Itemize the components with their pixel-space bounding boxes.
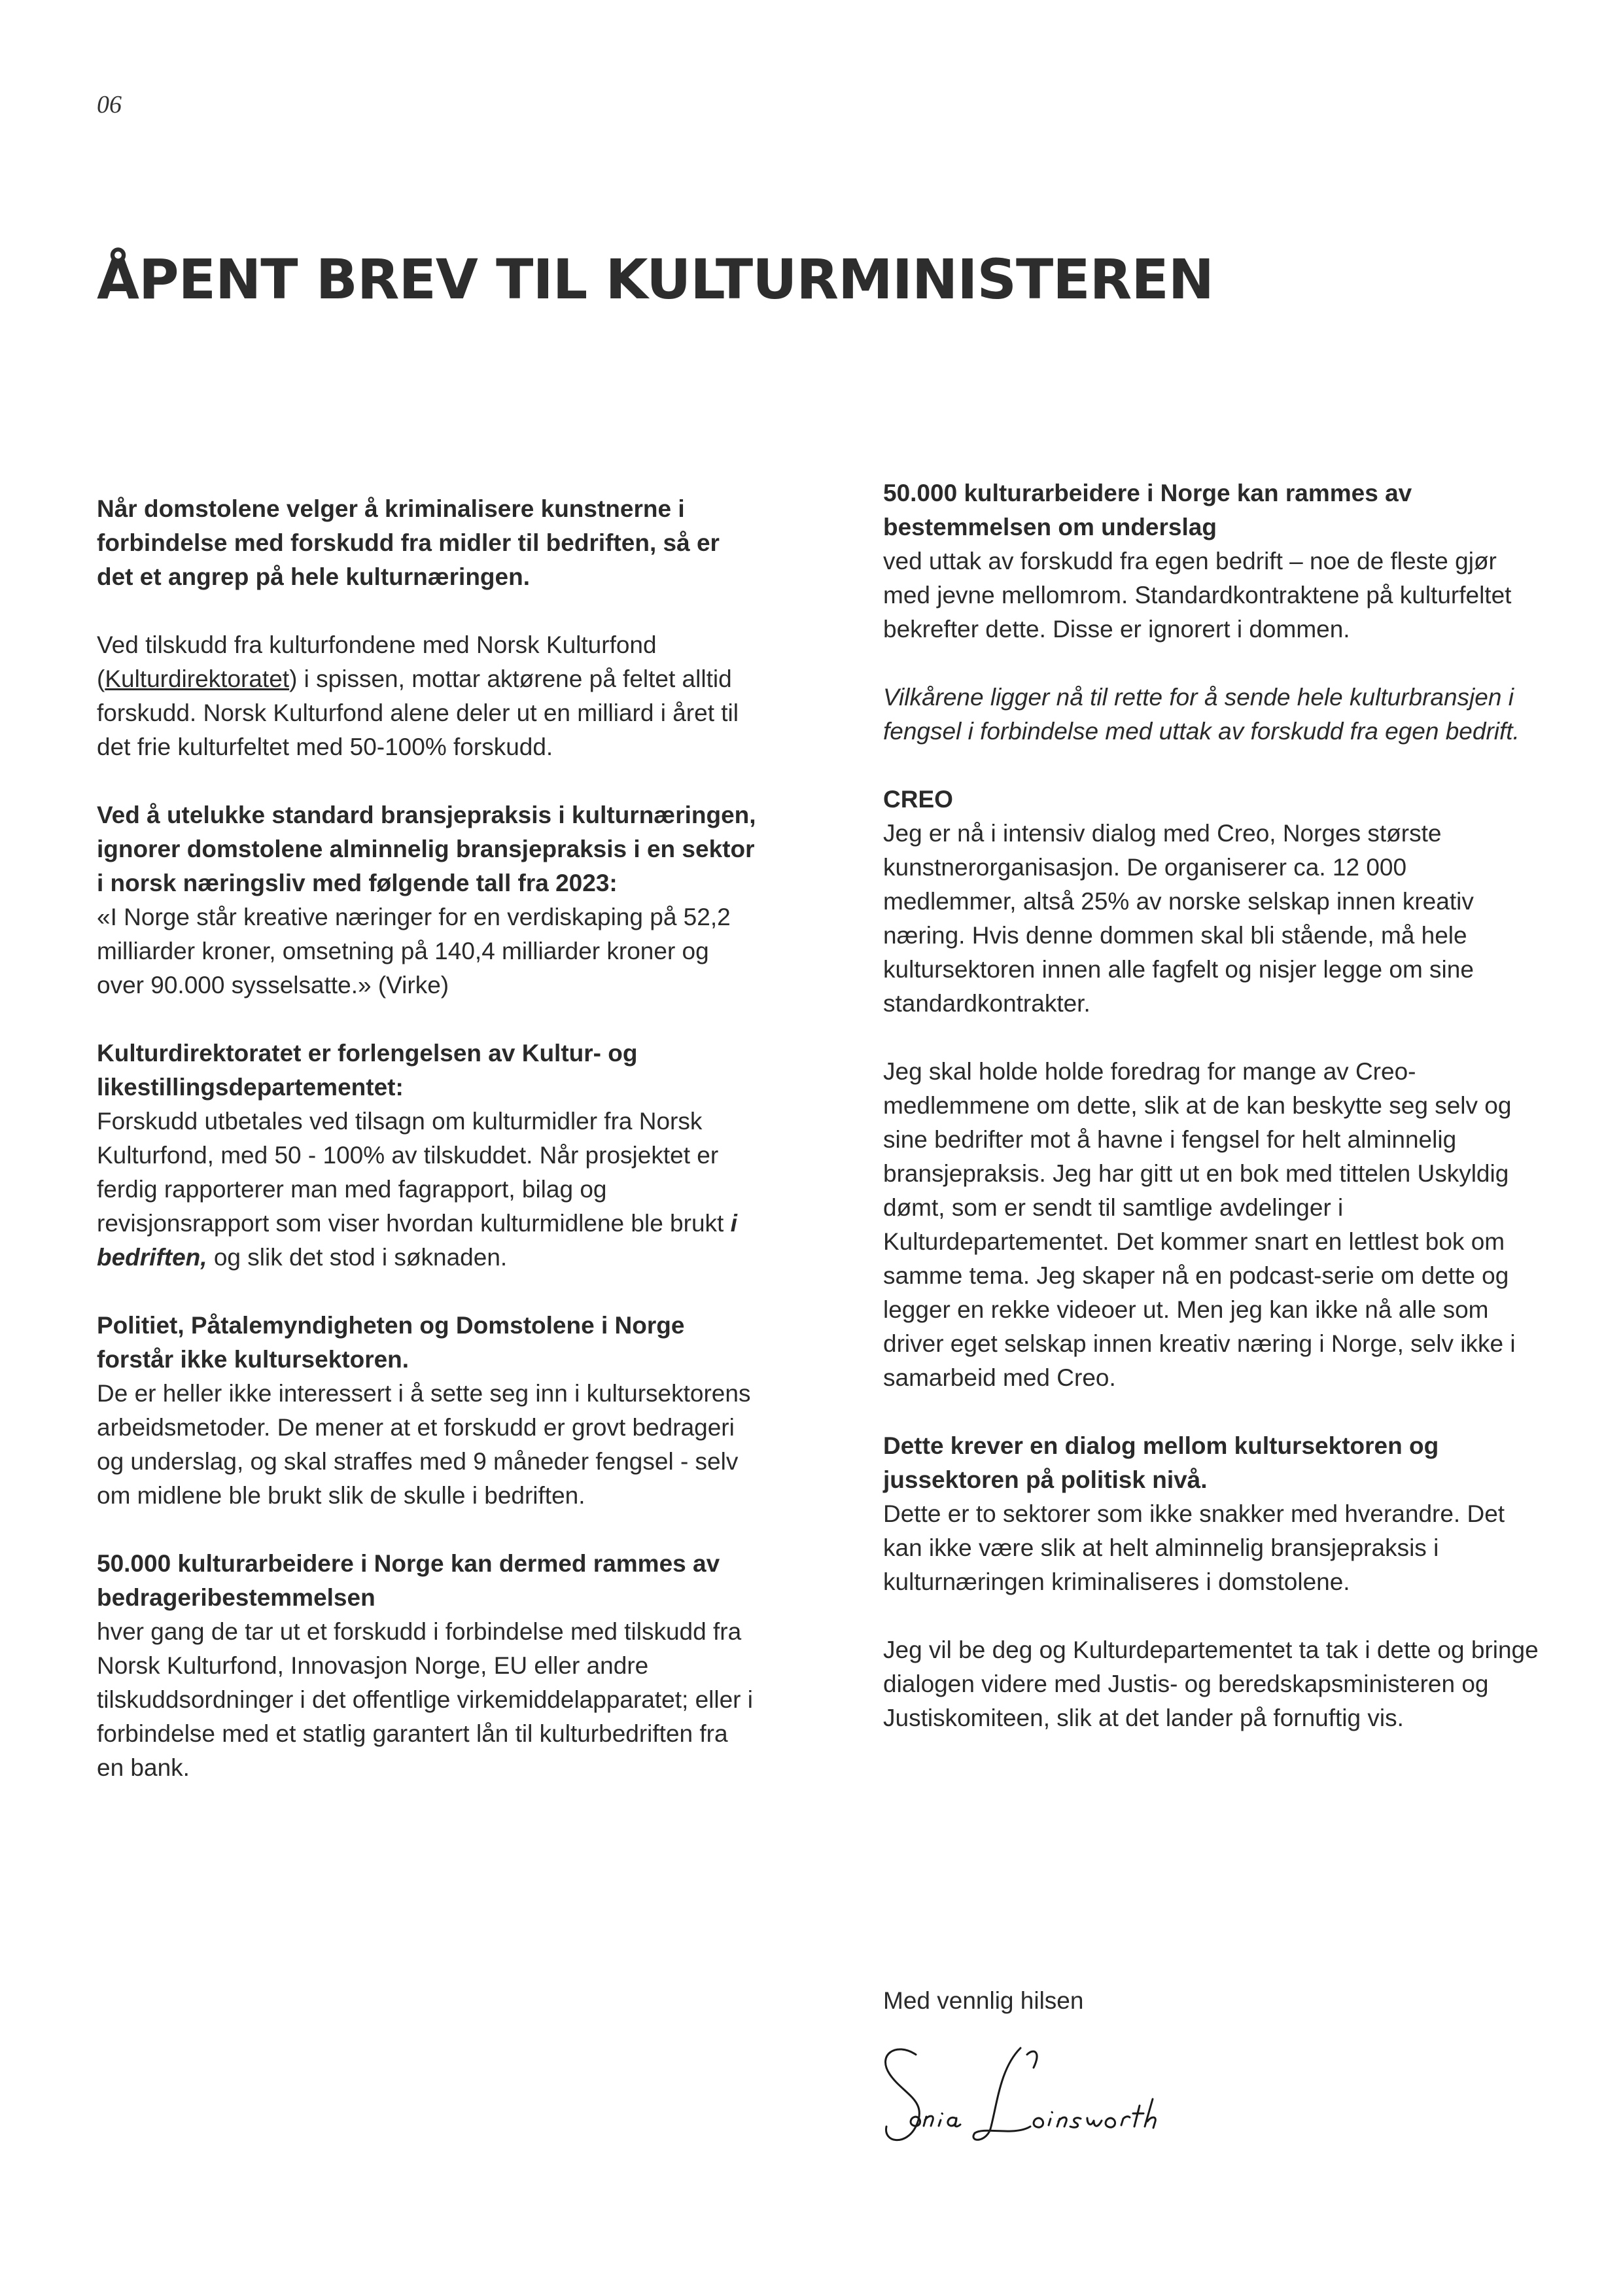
page-number: 06 [97,91,122,118]
right-column [883,476,1544,1769]
section-heading: Politiet, Påtalemyndigheten og Domstolene i Norge forstår ikke kultursektoren. [97,1312,685,1373]
section-body: Dette er to sektorer som ikke snakker med hverandre. Det kan ikke være slik at helt alminnelig bransjepraksis i kulturnæringen kriminaliseres i domstolene. [883,1500,1505,1595]
section-politiet [97,1309,758,1513]
section-creo [883,783,1544,1021]
kulturdirektoratet-link[interactable]: Kulturdirektoratet [105,665,290,692]
section-body: hver gang de tar ut et forskudd i forbindelse med tilskudd fra Norsk Kulturfond, Innovasjon Norge, EU eller andre tilskuddsordninger i det offentlige virkemiddelapparatet; eller i forbindelse med et statlig garantert lån til kulturbedriften fra en bank. [97,1618,753,1781]
left-column [97,492,758,1819]
section-heading: 50.000 kulturarbeidere i Norge kan dermed rammes av bedrageribestemmelsen [97,1550,720,1611]
paragraph-foredrag: Jeg skal holde holde foredrag for mange av Creo-medlemmene om dette, slik at de kan beskytte seg selv og sine bedrifter mot å havne i fengsel for helt alminnelig bransjepraksis. Jeg har gitt ut en bok med tittelen Uskyldig dømt, som er sendt til samtlige avdelinger i Kulturdepartementet. Det kommer snart en lettlest bok om samme tema. Jeg skaper nå en podcast-serie om dette og legger en rekke videoer ut. Men jeg kan ikke nå alle som driver eget selskap innen kreativ næring i Norge, selv ikke i samarbeid med Creo. [883,1058,1516,1391]
section-body: «I Norge står kreative næringer for en verdiskaping på 52,2 milliarder kroner, omsetning på 140,4 milliarder kroner og over 90.000 sysselsatte.» (Virke) [97,904,731,998]
italic-statement: Vilkårene ligger nå til rette for å sende hele kulturbransjen i fengsel i forbindelse med uttak av forskudd fra egen bedrift. [883,684,1520,745]
page-title: ÅPENT BREV TIL KULTURMINISTEREN [97,247,1214,311]
section-dialog [883,1429,1544,1599]
emphasis-text: i bedriften, [97,1210,737,1271]
section-body: Forskudd utbetales ved tilsagn om kulturmidler fra Norsk Kulturfond, med 50 - 100% av tilskuddet. Når prosjektet er ferdig rapporterer man med fagrapport, bilag og revisjonsrapport som viser hvordan kulturmidlene ble brukt [97,1108,731,1237]
intro-lead: Når domstolene velger å kriminalisere kunstnerne i forbindelse med forskudd fra midler til bedriften, så er det et angrep på hele kulturnæringen. [97,495,720,590]
paragraph-request: Jeg vil be deg og Kulturdepartementet ta tak i dette og bringe dialogen videre med Justis- og beredskapsministeren og Justiskomiteen, slik at det lander på fornuftig vis. [883,1636,1539,1731]
section-bransjepraksis [97,798,758,1002]
section-heading: CREO [883,786,953,813]
section-body: ved uttak av forskudd fra egen bedrift – noe de fleste gjør med jevne mellomrom. Standardkontraktene på kulturfeltet bekrefter dette. Disse er ignorert i dommen. [883,548,1512,643]
section-heading: 50.000 kulturarbeidere i Norge kan rammes av bestemmelsen om underslag [883,480,1412,540]
section-body: Jeg er nå i intensiv dialog med Creo, Norges største kunstnerorganisasjon. De organiserer ca. 12 000 medlemmer, altså 25% av norske selskap innen kreativ næring. Hvis denne dommen skal bli stående, må hele kultursektoren innen alle fagfelt og nisjer legge om sine standardkontrakter. [883,820,1474,1017]
signature-image [870,2028,1210,2159]
closing-greeting: Med vennlig hilsen [883,1987,1084,2014]
section-bedrageri [97,1547,758,1785]
paragraph-forskudd: Ved tilskudd fra kulturfondene med Norsk Kulturfond (Kulturdirektoratet) i spissen, mottar aktørene på feltet alltid forskudd. Norsk Kulturfond alene deler ut en milliard i året til det frie kulturfeltet med 50-100% forskudd. [97,631,739,760]
section-underslag [883,476,1544,646]
section-body: De er heller ikke interessert i å sette seg inn i kultursektorens arbeidsmetoder. De mener at et forskudd er grovt bedrageri og underslag, og skal straffes med 9 måneder fengsel - selv om midlene ble brukt slik de skulle i bedriften. [97,1380,751,1509]
section-heading: Kulturdirektoratet er forlengelsen av Kultur- og likestillingsdepartementet: [97,1040,638,1101]
section-heading: Ved å utelukke standard bransjepraksis i kulturnæringen, ignorer domstolene alminnelig bransjepraksis i en sektor i norsk næringsliv med følgende tall fra 2023: [97,802,756,896]
section-heading: Dette krever en dialog mellom kultursektoren og jussektoren på politisk nivå. [883,1432,1439,1493]
section-kulturdirektoratet: Kulturdirektoratet er forlengelsen av Kultur- og likestillingsdepartementet: Forskudd utbetales ved tilsagn om kulturmidler fra Norsk Kulturfond, med 50 - 100% av tilskuddet. Når prosjektet er ferdig rapporterer man med fagrapport, bilag og revisjonsrapport som viser hvordan kulturmidlene ble brukt i bedriften, og slik det stod i søknaden. [97,1040,737,1271]
